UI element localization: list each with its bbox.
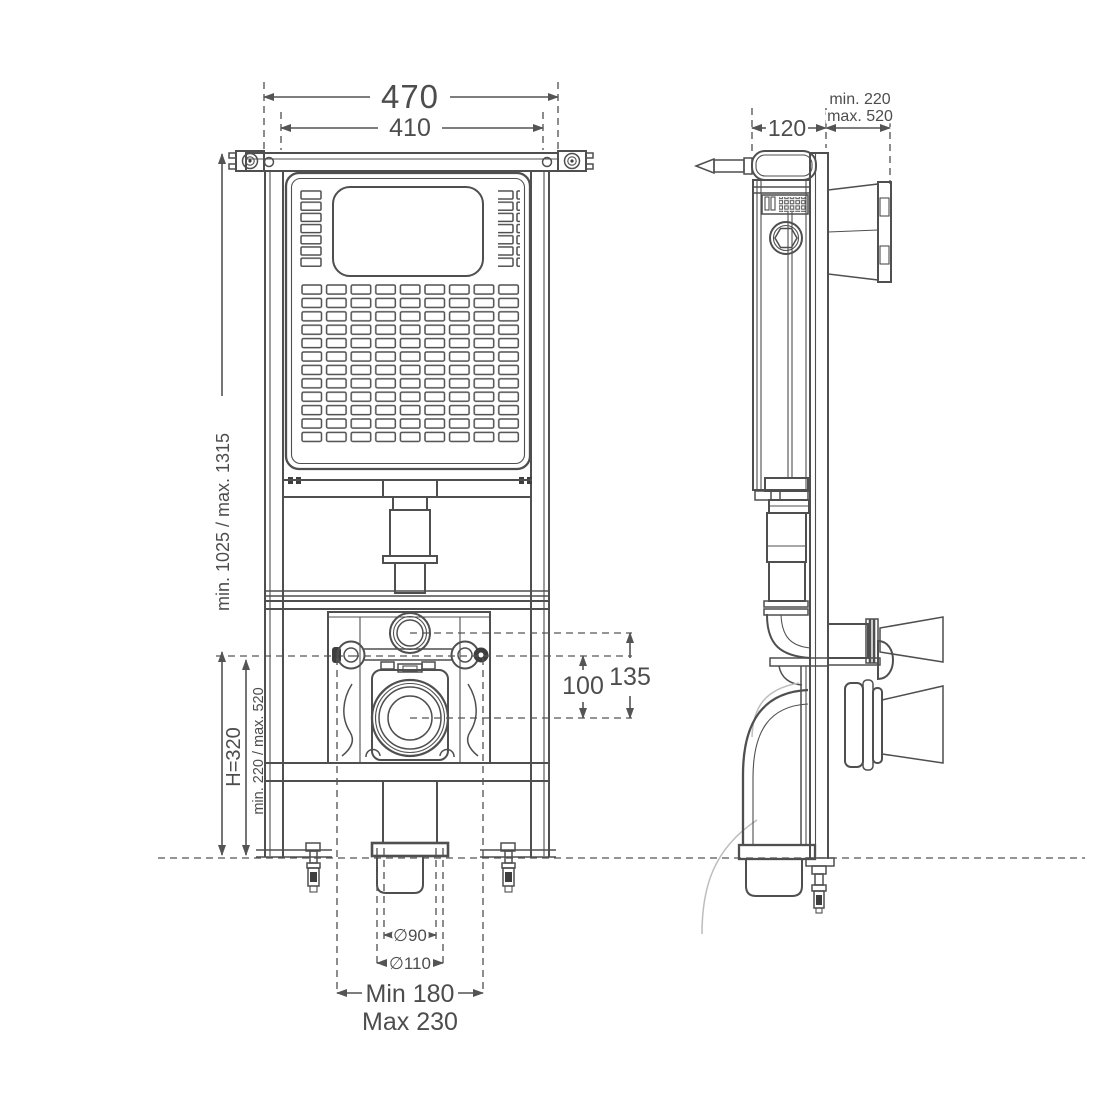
anchor-bolt-side: [806, 858, 834, 913]
flush-pipe-front: [265, 480, 549, 609]
dim-100-label: 100: [562, 672, 604, 700]
frame-bottom: [265, 763, 549, 893]
access-window: [333, 187, 483, 276]
drain-elbow-side: [702, 683, 834, 934]
dim-410-label: 410: [389, 114, 431, 142]
side-view: [696, 91, 943, 934]
vent-slots-left: [300, 190, 322, 268]
dia-110-label: ∅110: [389, 954, 431, 973]
dim-470-label: 470: [380, 78, 440, 115]
flush-connector: [828, 617, 943, 679]
cistern-side: [753, 180, 810, 490]
wall-bracket-right: [558, 151, 593, 171]
dim-120-label: 120: [767, 115, 807, 141]
dim-h320-label: H=320: [223, 727, 245, 787]
dim-left-adjust-label: min. 220 / max. 520: [251, 687, 267, 815]
clamp-spring-right: [468, 684, 478, 756]
drain-outlet-upper: [383, 781, 437, 843]
clamp-spring-left: [342, 684, 352, 756]
anchor-bolt-right: [501, 843, 515, 892]
anchor-bolt-left: [306, 843, 320, 892]
dimension-drain-offsets: [337, 658, 483, 1036]
dia-90-label: ∅90: [393, 926, 427, 945]
cistern-front: [286, 173, 532, 484]
wall-anchor-drill-icon: [696, 151, 816, 180]
top-right-min-label: min. 220: [829, 91, 891, 108]
flush-pipe-side: [755, 478, 828, 845]
dim-135-label: 135: [609, 663, 651, 691]
top-right-max-label: max. 520: [827, 108, 893, 125]
corrugated-wall-sleeve: [828, 182, 891, 282]
dim-height-range-label: min. 1025 / max. 1315: [213, 432, 233, 612]
vent-slots-right: [498, 190, 520, 268]
dimension-410: [281, 112, 543, 150]
control-panel-grid: [301, 284, 522, 444]
front-view: [213, 78, 651, 1036]
dimension-120: [752, 91, 893, 184]
mounting-plate: [328, 612, 490, 763]
drain-max-label: Max 230: [362, 1008, 458, 1036]
frame-rail-side: [810, 153, 828, 858]
frame-structure: [229, 151, 593, 857]
drain-min-label: Min 180: [365, 980, 455, 1008]
dimension-135-100: [352, 633, 651, 718]
drain-connector: [845, 680, 943, 770]
